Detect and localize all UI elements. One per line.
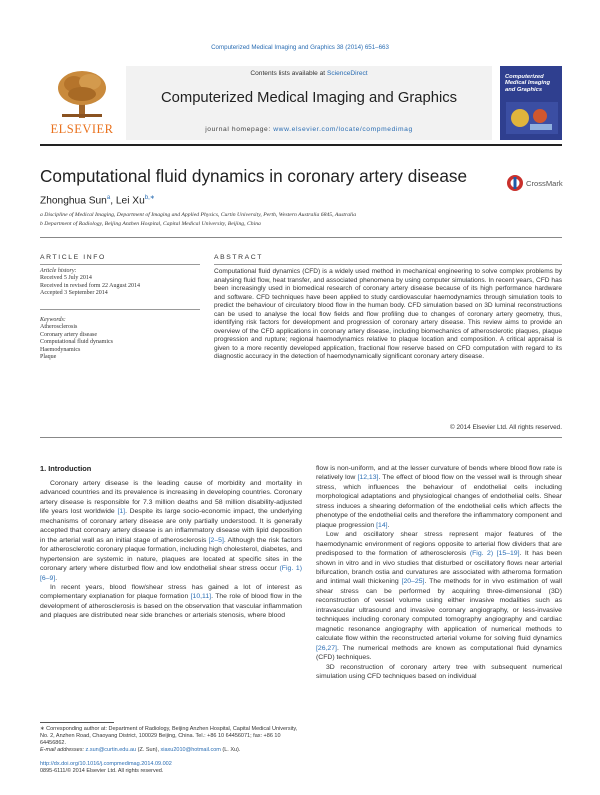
paragraph: 3D reconstruction of coronary artery tree with subsequent numerical simulation using CFD techniques based on individual [316,663,562,680]
keyword: Atherosclerosis [40,324,78,331]
keyword: Plaque [40,354,57,361]
author-name[interactable]: Lei Xu [115,195,145,207]
journal-cover-image [500,66,562,140]
homepage-link[interactable]: www.elsevier.com/locate/compmedimag [273,126,413,133]
publisher-name: ELSEVIER [50,122,114,136]
body-right-column [316,464,562,681]
journal-title: Computerized Medical Imaging and Graphics [160,90,458,106]
citation-link[interactable]: [10,11] [190,593,212,601]
abstract-rule [214,264,562,265]
sciencedirect-link[interactable]: ScienceDirect [326,70,368,77]
citation-link[interactable]: (Fig. 2) [15–19] [469,550,520,558]
journal-header [126,66,492,140]
article-info-rule [40,264,200,265]
citation-link[interactable]: [1] [117,508,126,516]
body-left-column [40,479,302,621]
doi-block [40,761,302,775]
contents-line: Contents lists available at ScienceDirect [250,70,368,77]
article-info-heading: ARTICLE INFO [40,254,106,261]
corresponding-footnote: ∗ Corresponding author at: Department of Radiology, Beijing Anzhen Hospital, Capital Medical University, No. 2, Anzhen Road, Chaoyang District, 100029 Beijing, China. Tel.: +86 10 64456071; fax: +86 10 64456862. E-mail addresses: z.sun@curtin.edu.au (Z. Sun), xiaxu2010@hotmail.com (L. Xu). [40,726,298,753]
cover-title: Computerized Medical Imaging and Graphics [505,74,551,93]
article-history: Article history: Received 5 July 2014 Received in revised form 22 August 2014 Accepted 3 September 2014 [40,268,140,297]
author-list: Zhonghua Sun$^a$, Lei $Xu^{b,∗}$ [40,195,155,207]
citation-link[interactable]: [14] [376,521,388,529]
keywords-rule [40,309,200,310]
abstract-copyright: © 2014 Elsevier Ltd. All rights reserved. [450,424,562,431]
paper-title: Computational fluid dynamics in coronary artery disease [40,166,468,186]
elsevier-logo [40,66,124,140]
elsevier-tree-icon [54,68,110,120]
keywords: Keywords: Atherosclerosis Coronary artery disease Computational fluid dynamics Haemodynamics Plaque [40,317,200,361]
affiliation-b: b Department of Radiology, Beijing Anzhen Hospital, Capital Medical University, Beijing, China [40,221,261,227]
abstract-heading: ABSTRACT [214,254,264,261]
citation-link[interactable]: [26,27] [316,644,337,652]
author-name[interactable]: Zhonghua Sun [40,195,107,207]
body-rule [40,437,562,438]
cover-art-icon [506,102,558,134]
citation-link[interactable]: (Fig. 1) [6–9] [40,565,302,582]
paragraph: In recent years, blood flow/shear stress has gained a lot of interest as complementary explanation for plaque formation [10,11]. The role of blood flow in the development of atherosclerosis is based on the observation that vascular inflammation and plaques are distributed near side branches or arterials stenosis, where blood [40,583,302,620]
crossmark-icon[interactable] [506,174,566,192]
section-rule [40,237,562,238]
keyword: Computational fluid dynamics [40,339,113,346]
journal-homepage: journal homepage: www.elsevier.com/locate/compmedimag [205,126,413,133]
citation-link[interactable]: [2–5] [208,536,224,544]
journal-reference[interactable]: Computerized Medical Imaging and Graphics 38 (2014) 651–663 [211,44,389,51]
paragraph: Coronary artery disease is the leading cause of morbidity and mortality in advanced countries and its prevalence is increasing in developing countries. Coronary artery disease is responsible for 7.3 million deaths and 58 million disability-adjusted life years lost worldwide [1]. Despite its large socio-economic impact, the underlying mechanisms of coronary artery disease are only partially understood. It is generally accepted that coronary artery disease is an inflammatory disease with lipid deposition in the arterial wall as an initial stage of atherosclerosis [2–5]. Although the risk factors for atherosclerotic coronary plaque formation, including high cholesterol, diabetes, and hypertension are systemic in nature, plaques are located at specific sites in the coronary artery where disturbed flow and low endothelial shear stress occur (Fig. 1) [6–9]. [40,480,303,582]
email-link[interactable]: xiaxu2010@hotmail.com [160,747,221,753]
crossmark-label: CrossMark [526,179,563,188]
header-rule [40,144,562,146]
email-link[interactable]: z.sun@curtin.edu.au [85,747,137,753]
citation-link[interactable]: [12,13] [357,474,379,482]
keyword: Haemodynamics [40,346,81,353]
affiliation-a: a Discipline of Medical Imaging, Department of Imaging and Applied Physics, Curtin University, Perth, Western Australia 6845, Australia [40,212,357,218]
section-heading-introduction: 1. Introduction [40,464,92,473]
doi-link[interactable]: http://dx.doi.org/10.1016/j.compmedimag.2014.09.002 [40,761,172,767]
footnote-rule [40,722,114,723]
issn-line: 0895-6111/© 2014 Elsevier Ltd. All rights reserved. [40,768,164,774]
citation-link[interactable]: [20–25] [401,578,425,586]
abstract-text: Computational fluid dynamics (CFD) is a widely used method in mechanical engineering to solve complex problems by analysing fluid flow, heat transfer, and associated phenomena by using computer simulations. In recent years, CFD has been increasingly used in biomedical research of coronary artery disease because of its high performance hardware and software. CFD techniques have been applied to study cardiovascular haemodynamics through simulation tools to predict the behaviour of circulatory blood flow in the human body. CFD simulation based on 3D luminal reconstructions can be used to analyse the local flow fields and flow profiling due to changes of coronary artery geometry, thus, identifying risk factors for development and progression of coronary artery disease. This review aims to provide an overview of the CFD applications in coronary artery disease, including biomechanics of atherosclerotic plaques, plaque progression and rupture; regional haemodynamics relative to plaque location and composition. A critical appraisal is given to a more recently developed application, fractional flow reserve based on CFD computation with regard to its diagnostic accuracy in the detection of haemodynamically significant coronary artery disease. [214,268,562,360]
paragraph: Low and oscillatory shear stress represent major features of the haemodynamic environment of regions opposite to arterial flow dividers that are predisposed to the formation of atherosclerosis (Fig. 2) [15–19]. It has been shown in vitro and in vivo studies that disturbed or oscillatory flows near arterial bifurcation, branch ostia and curvatures are associated with atheroma formation and intimal wall thickening [20–25]. The methods for in vivo estimation of wall shear stress can be performed by acquiring three-dimensional (3D) reconstruction of vessel volume using either invasive modalities such as intravascular ultrasound and invasive coronary angiography, or less-invasive techniques including coronary computed tomography angiography and cardiac magnetic resonance angiography with application of numerical methods to calculate flow within the reconstructed arterial volume for solving fluid dynamics [26,27]. The numerical methods are known as computational fluid dynamics (CFD) techniques. [316,531,562,662]
paragraph: flow is non-uniform, and at the lesser curvature of bends where blood flow rate is relatively low [12,13]. The effect of blood flow on the vessel wall is through shear stress, which influences the behaviour of endothelial cells including morphological adaptations and physiological changes of endothelial cells. Shear stress induces a shearing deformation of the endothelial cells which affects the phenotype of the endothelial cells and therefore the inflammatory component and plaque progression [14]. [316,465,563,529]
keyword: Coronary artery disease [40,331,97,338]
